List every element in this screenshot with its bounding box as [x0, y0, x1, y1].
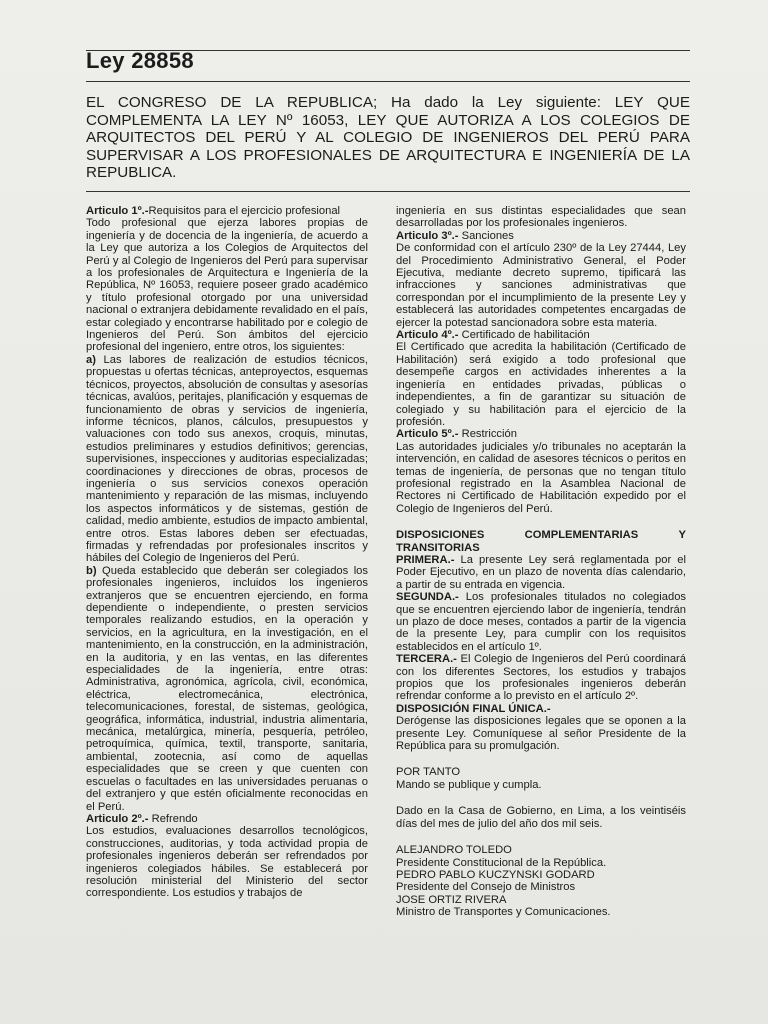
item-a-label: a) [86, 353, 96, 366]
article-3-body: De conformidad con el artículo 230º de la Ley 27444, Ley del Procedimiento Administrativo General, el Poder Ejecutiva, mediante decreto supremo, tipificará las infracciones y sanciones administrativas que correspondan por el incumplimiento de la presente Ley y establecerá las autoridades competentes encargadas de ejercer la potestad sancionadora sobre esta materia. [396, 242, 686, 329]
final-disposition-heading: DISPOSICIÓN FINAL ÚNICA.- [396, 702, 551, 715]
dispositions-heading-3: Y [678, 529, 686, 542]
right-column [396, 205, 686, 919]
signatory-3-name: JOSE ORTIZ RIVERA [396, 893, 507, 906]
article-3-heading: Articulo 3º.- [396, 229, 459, 242]
item-b-label: b) [86, 564, 97, 577]
dispositions-heading [396, 529, 686, 541]
article-1-title: Requisitos para el ejercicio profesional [148, 205, 341, 217]
article-5 [396, 428, 686, 440]
signatory-1-role: Presidente Constitucional de la República. [396, 856, 607, 869]
intro-rule [86, 191, 690, 192]
tercera-body: El Colegio de Ingenieros del Perú coordinará con los diferentes Sectores, los estudios y trabajos propios que los profesionales ingenieros deberán refrendar conforme a lo previsto en el artículo 2º. [396, 653, 687, 703]
article-4 [396, 329, 686, 341]
item-b [86, 565, 368, 813]
signatory-3-role: Ministro de Transportes y Comunicaciones. [396, 906, 611, 919]
item-b-body: Queda establecido que deberán ser colegiados los profesionales ingenieros, incluidos los ingenieros extranjeros que se encuentren ejerciendo, en forma dependiente o independiente, o presten servicios temporales realizando estudios, en la operación y servicios, en la agricultura, en la investigación, en el mantenimiento, en la construcción, en la administración, en la auditoria, y en las ventas, en las diferentes especialidades de la ingeniería, entre otras: Administrativa, agronómica, agrícola, civil, económica, eléctrica, electromecánica, electrónica, telecomunicaciones, forestal, de sistemas, geológica, geográfica, informática, industrial, industria alimentaria, mecánica, metalúrgica, minería, pesquería, petróleo, petroquímica, química, textil, transporte, sanitaria, ambiental, zootecnia, así como de aquellas especialidades que se creen y que cuenten con escuelas o facultades en las universidades peruanas o del extranjero y que estén oficialmente reconocidas en el Perú. [86, 564, 369, 813]
primera-body: La presente Ley será reglamentada por el Poder Ejecutivo, en un plazo de noventa días calendario, a partir de su entrada en vigencia. [396, 553, 686, 591]
tercera [396, 653, 686, 703]
article-2-body: Los estudios, evaluaciones desarrollos tecnológicos, construcciones, auditorias, y toda actividad propia de profesionales ingenieros deberán ser refrendados por ingenieros colegiados hábiles. Se establecerá por resolución ministerial del Ministerio del sector correspondiente. Los estudios y trabajos de [86, 825, 368, 900]
final-disposition-body: Derógense las disposiciones legales que se oponen a la presente Ley. Comuníquese al señor Presidente de la República para su promulgación. [396, 715, 686, 753]
primera [396, 554, 686, 591]
article-2-continuation: ingeniería en sus distintas especialidades que sean desarrolladas por los profesionales ingenieros. [396, 205, 686, 230]
segunda-body: Los profesionales titulados no colegiados que se encuentren ejerciendo labor de ingeniería, tendrán un plazo de doce meses, contados a partir de la vigencia de la presente Ley, para cumplir con los requisitos establecidos en el artículo 1º. [396, 591, 687, 653]
segunda [396, 591, 686, 653]
left-column [86, 205, 368, 900]
primera-heading: PRIMERA.- [396, 553, 455, 566]
article-5-title: Restricción [461, 428, 517, 441]
item-a [86, 354, 368, 565]
item-a-body: Las labores de realización de estudios técnicos, propuestas u ofertas técnicas, anteproyectos, esquemas técnicos, proyectos, absolución de consultas y asesorías técnicas, avalúos, peritajes, planificación y esquemas de funcionamiento de obras y servicios de ingeniería, informe técnicos, planos, cálculos, presupuestos y valuaciones con todo sus anexos, croquis, minutas, estudios preliminares y estudios definitivos; gerencias, supervisiones, inspecciones y auditorias especializadas; coordinaciones y direcciones de obras, procesos de ingeniería o sus servicios conexos operación mantenimiento y reparación de las mismas, incluyendo los aspectos informáticos y de sistemas, gestión de calidad, medio ambiente, estudios de impacto ambiental, entre otros. Estas labores deben ser efectuadas, firmadas y refrendadas por profesionales inscritos y hábiles del Colegio de Ingenieros del Perú. [86, 353, 368, 565]
article-1-body: Todo profesional que ejerza labores propias de ingeniería y de docencia de la ingeniería, de acuerdo a la Ley que autoriza a los Colegios de Arquitectos del Perú y al Colegio de Ingenieros del Perú para supervisar a los profesionales de Arquitectura e Ingeniería de la República, Nº 16053, requiere poseer grado académico y título profesional otorgado por una universidad nacional o extranjera debidamente revalidado en el país, estar colegiado y encontrarse habilitado por e colegio de Ingenieros del Perú. Son ámbitos del ejercicio profesional del ingeniero, entre otros, los siguientes: [86, 217, 368, 354]
article-4-title: Certificado de habilitación [461, 329, 590, 342]
intro-paragraph: EL CONGRESO DE LA REPUBLICA; Ha dado la Ley siguiente: LEY QUE COMPLEMENTA LA LEY Nº 16053, LEY QUE AUTORIZA A LOS COLEGIOS DE ARQUITECTOS DEL PERÚ Y AL COLEGIO DE INGENIEROS DEL PERÚ PARA SUPERVISAR A LOS PROFESIONALES DE ARQUITECTURA E INGENIERÍA DE LA REPUBLICA. [86, 94, 690, 182]
mando-text: Mando se publique y cumpla. [396, 778, 542, 791]
dispositions-heading-1: DISPOSICIONES [396, 529, 485, 542]
article-4-heading: Articulo 4º.- [396, 329, 459, 342]
segunda-heading: SEGUNDA.- [396, 591, 459, 604]
article-5-body: Las autoridades judiciales y/o tribunales no aceptarán la intervención, en calidad de asesores técnicos o peritos en temas de ingeniería, de personas que no tengan título profesional registrado en la Asamblea Nacional de Rectores ni Certificado de Habilitación expedido por el Colegio de Ingenieros del Perú. [396, 440, 686, 515]
article-4-body: El Certificado que acredita la habilitación (Certificado de Habilitación) será exigido a todo profesional que desempeñe cargos en actividades inherentes a la ingeniería en entidades privadas, públicas o independientes, a fin de garantizar su situación de colegiado y su habilitación para el ejercicio de la profesión. [396, 341, 686, 428]
dispositions-heading-2: COMPLEMENTARIAS [524, 529, 639, 542]
article-2-heading: Articulo 2º.- [86, 812, 149, 825]
article-3 [396, 230, 686, 242]
article-3-title: Sanciones [461, 229, 514, 242]
dado-text: Dado en la Casa de Gobierno, en Lima, a los veintiséis días del mes de julio del año dos mil seis. [396, 805, 686, 830]
signatory-2-name: PEDRO PABLO KUCZYNSKI GODARD [396, 868, 595, 881]
article-2 [86, 813, 368, 825]
article-5-heading: Articulo 5º.- [396, 428, 459, 441]
article-1 [86, 205, 368, 217]
signatory-2-role: Presidente del Consejo de Ministros [396, 881, 576, 894]
article-1-heading: Articulo 1º.- [86, 205, 149, 217]
title-rule [86, 81, 690, 82]
signatory-1-name: ALEJANDRO TOLEDO [396, 844, 512, 857]
article-2-title: Refrendo [151, 812, 198, 825]
law-title: Ley 28858 [86, 48, 194, 73]
por-tanto: POR TANTO [396, 766, 461, 779]
dispositions-heading-4: TRANSITORIAS [396, 541, 480, 554]
tercera-heading: TERCERA.- [396, 653, 457, 666]
